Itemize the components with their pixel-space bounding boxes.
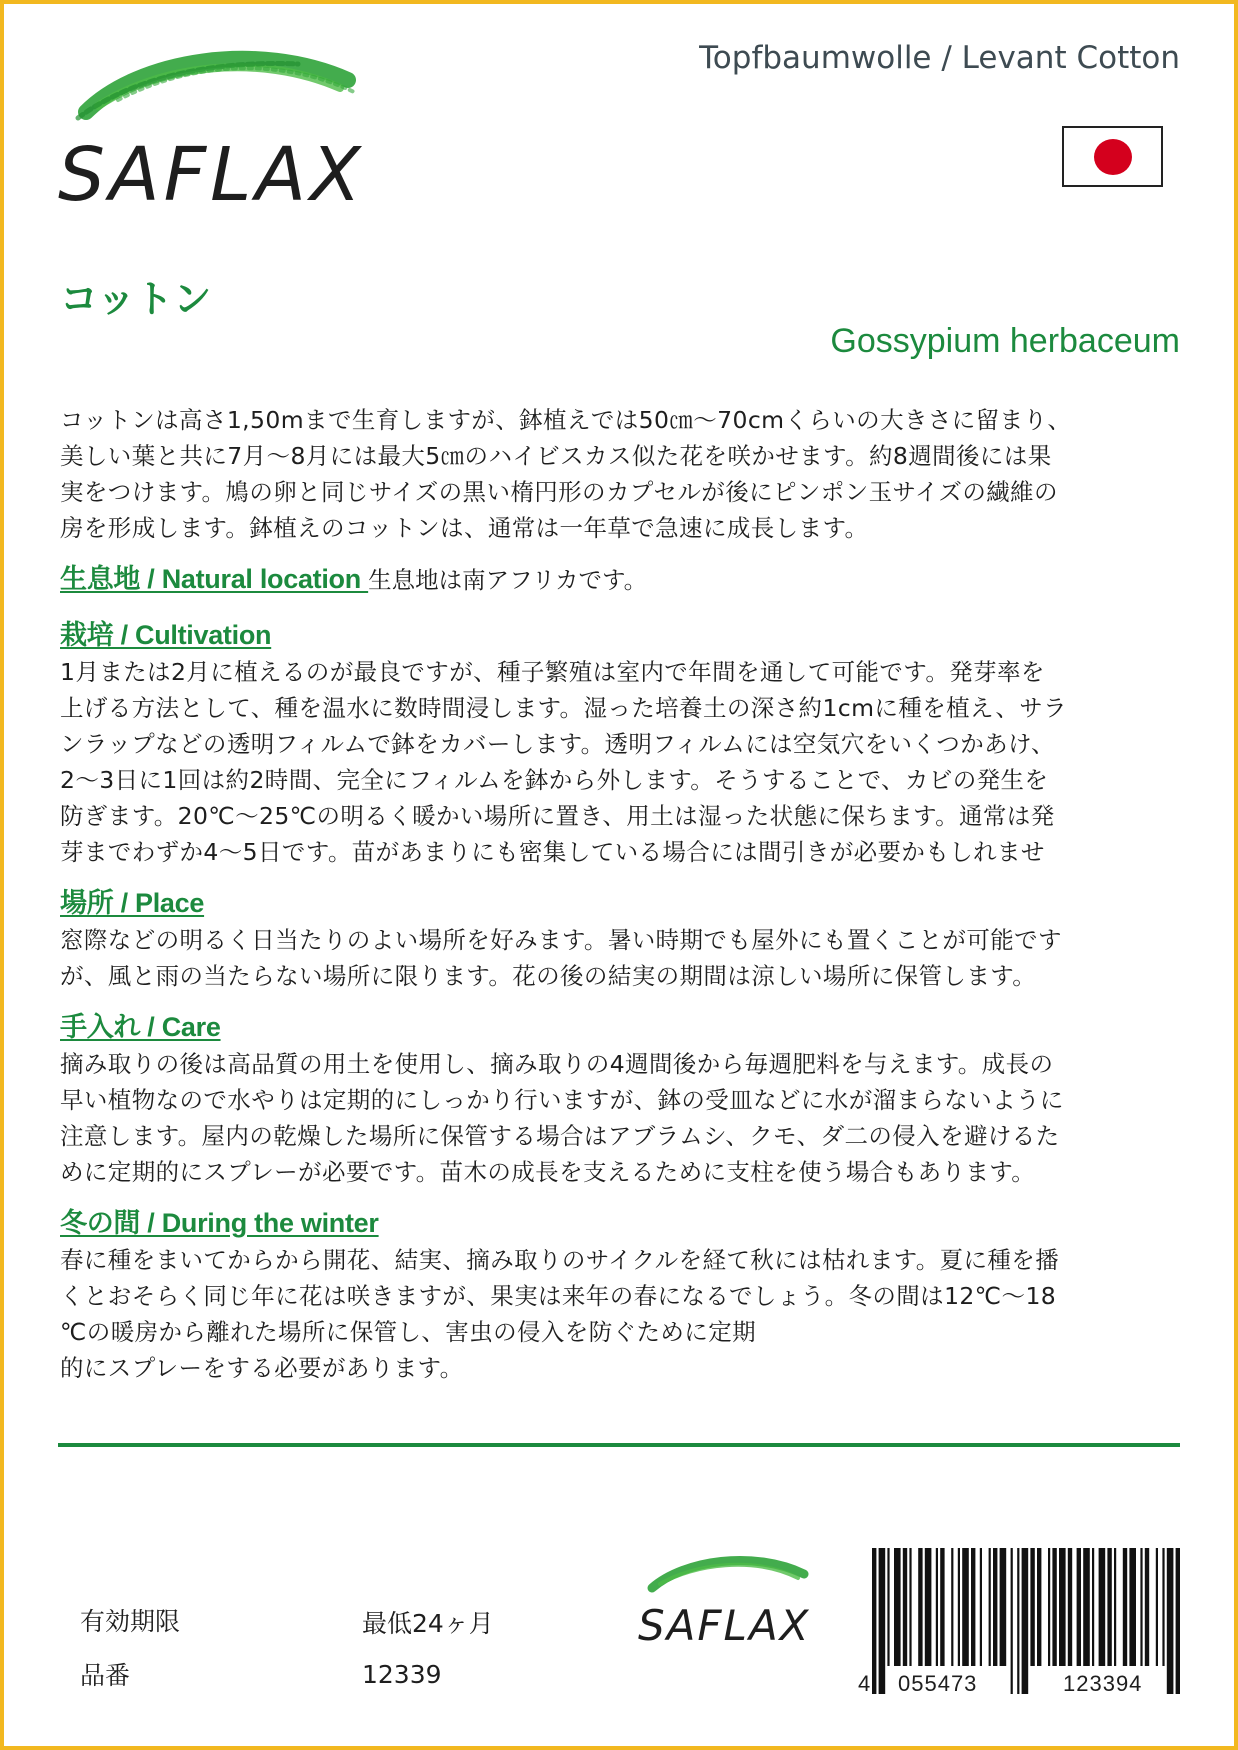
logo-brushstroke-small [652, 1560, 804, 1588]
barcode-bar [958, 1548, 960, 1666]
expiry-value: 最低24ヶ月 [362, 1609, 494, 1638]
barcode-bar [1059, 1548, 1066, 1666]
section-text-location: 生息地は南アフリカです。 [368, 566, 648, 594]
barcode-bar [1000, 1548, 1007, 1666]
barcode-bar [1077, 1548, 1081, 1666]
barcode-bar [903, 1548, 907, 1666]
barcode-bar [1129, 1548, 1136, 1666]
section-heading-location: 生息地 / Natural location [60, 564, 369, 594]
barcode-bar [872, 1548, 876, 1694]
section-winter [60, 1204, 1184, 1386]
logo-wordmark-small: SAFLAX [638, 1601, 811, 1648]
saflax-logo [58, 40, 398, 210]
section-care [60, 1008, 1184, 1190]
barcode-group-2: 123394 [1063, 1671, 1143, 1696]
section-location [60, 560, 1184, 602]
section-text-care: 摘み取りの後は高品質の用土を使用し、摘み取りの4週間後から毎週肥料を与えます。成長の 早い植物なので水やりは定期的にしっかり行いますが、鉢の受皿などに水が溜まらないように 注意します。屋内の乾燥した場所に保管する場合はアブラムシ、クモ、ダ二の侵入を避けるた めに定期的にスプレーが必要です。苗木の成長を支えるために支柱を使う場合もあります。 [60, 1050, 1064, 1186]
section-text-place: 窓際などの明るく日当たりのよい場所を好みます。暑い時期でも屋外にも置くことが可能です が、風と雨の当たらない場所に限ります。花の後の結実の期間は涼しい場所に保管します。 [60, 926, 1062, 990]
barcode-bar [1083, 1548, 1090, 1666]
barcode-bar [1114, 1548, 1116, 1666]
barcode-bar [1156, 1548, 1158, 1666]
barcode-bar [1068, 1548, 1072, 1666]
barcode-bar [1092, 1548, 1094, 1666]
barcode-bar [894, 1548, 901, 1666]
saflax-logo-small [634, 1548, 830, 1648]
barcode-bar [1145, 1548, 1149, 1666]
section-place [60, 884, 1184, 994]
barcode-bar [879, 1548, 886, 1694]
footer-divider [58, 1443, 1180, 1447]
barcode-bar [962, 1548, 969, 1666]
barcode-bar [1017, 1548, 1019, 1694]
barcode-bar [989, 1548, 991, 1666]
barcode-bar [1022, 1548, 1029, 1694]
barcode-bar [936, 1548, 938, 1666]
barcode-bar [971, 1548, 975, 1666]
barcode-bar [980, 1548, 982, 1666]
barcode-bar [1176, 1548, 1180, 1694]
barcode-bar [940, 1548, 944, 1666]
ean-barcode [858, 1548, 1180, 1696]
barcode-bar [887, 1548, 889, 1666]
expiry-label: 有効期限 [80, 1607, 181, 1636]
section-heading-winter: 冬の間 / During the winter [60, 1208, 379, 1238]
item-number-value: 12339 [362, 1660, 442, 1689]
section-heading-cultivation: 栽培 / Cultivation [60, 620, 272, 650]
section-text-winter: 春に種をまいてからから開花、結実、摘み取りのサイクルを経て秋には枯れます。夏に種を播 くとおそらく同じ年に花は咲きますが、果実は来年の春になるでしょう。冬の間は12℃～18 ℃の暖房から離れた場所に保管し、害虫の侵入を防ぐために定期 的にスプレーをする必要があります。 [60, 1246, 1060, 1382]
barcode-bar [1167, 1548, 1174, 1694]
section-cultivation [60, 616, 1184, 870]
barcode-bar [1030, 1548, 1034, 1666]
logo-brushstroke [78, 59, 354, 118]
barcode-bar [993, 1548, 997, 1666]
japan-flag-icon [1062, 126, 1163, 187]
flag-sun-disc [1094, 139, 1132, 175]
barcode-prefix: 4 [858, 1671, 871, 1696]
barcode-bar [1162, 1548, 1164, 1666]
item-number-label: 品番 [80, 1661, 131, 1690]
section-heading-care: 手入れ / Care [60, 1012, 221, 1042]
section-text-cultivation: 1月または2月に植えるのが最良ですが、種子繁殖は室内で年間を通して可能です。発芽率を 上げる方法として、種を温水に数時間浸します。湿った培養土の深さ約1cmに種を植え、サラ ンラップなどの透明フィルムで鉢をカバーします。透明フィルムには空気穴をいくつかあけ、 2～3日に1回は約2時間、完全にフィルムを鉢から外します。そうすることで、カビの発生を 防ぎます。20℃〜25℃の明るく暖かい場所に置き、用土は湿った状態に保ちます。通常は発 芽までわずか4〜5日です。苗があまりにも密集している場合には間引きが必要かもしれませ [60, 658, 1068, 866]
barcode-bar [951, 1548, 953, 1666]
barcode-bar [1037, 1548, 1041, 1666]
product-title: Topfbaumwolle / Levant Cotton [699, 40, 1180, 76]
logo-wordmark: SAFLAX [58, 132, 365, 210]
product-name-latin: Gossypium herbaceum [830, 322, 1180, 360]
barcode-bar [1048, 1548, 1050, 1666]
description-content [60, 402, 1184, 1386]
barcode-bar [1052, 1548, 1056, 1666]
barcode-group-1: 055473 [898, 1671, 978, 1696]
barcode-bar [925, 1548, 932, 1666]
intro-paragraph: コットンは高さ1,50mまで生育しますが、鉢植えでは50㎝〜70cmくらいの大きさに留まり、 美しい葉と共に7月～8月には最大5㎝のハイビスカス似た花を咲かせます。約8週間後には果 実をつけます。鳩の卵と同じサイズの黒い楕円形のカプセルが後にピンポン玉サイズの繊維の 房を形成します。鉢植えのコットンは、通常は一年草で急速に成長します。 [60, 406, 1072, 542]
barcode-bar [1011, 1548, 1013, 1694]
product-name-japanese: コットン [60, 277, 212, 321]
barcode-bar [1107, 1548, 1111, 1666]
barcode-bar [1140, 1548, 1142, 1666]
barcode-bar [1099, 1548, 1106, 1666]
section-heading-place: 場所 / Place [60, 888, 205, 918]
barcode-bar [918, 1548, 922, 1666]
barcode-bar [909, 1548, 911, 1666]
barcode-bar [1123, 1548, 1127, 1666]
